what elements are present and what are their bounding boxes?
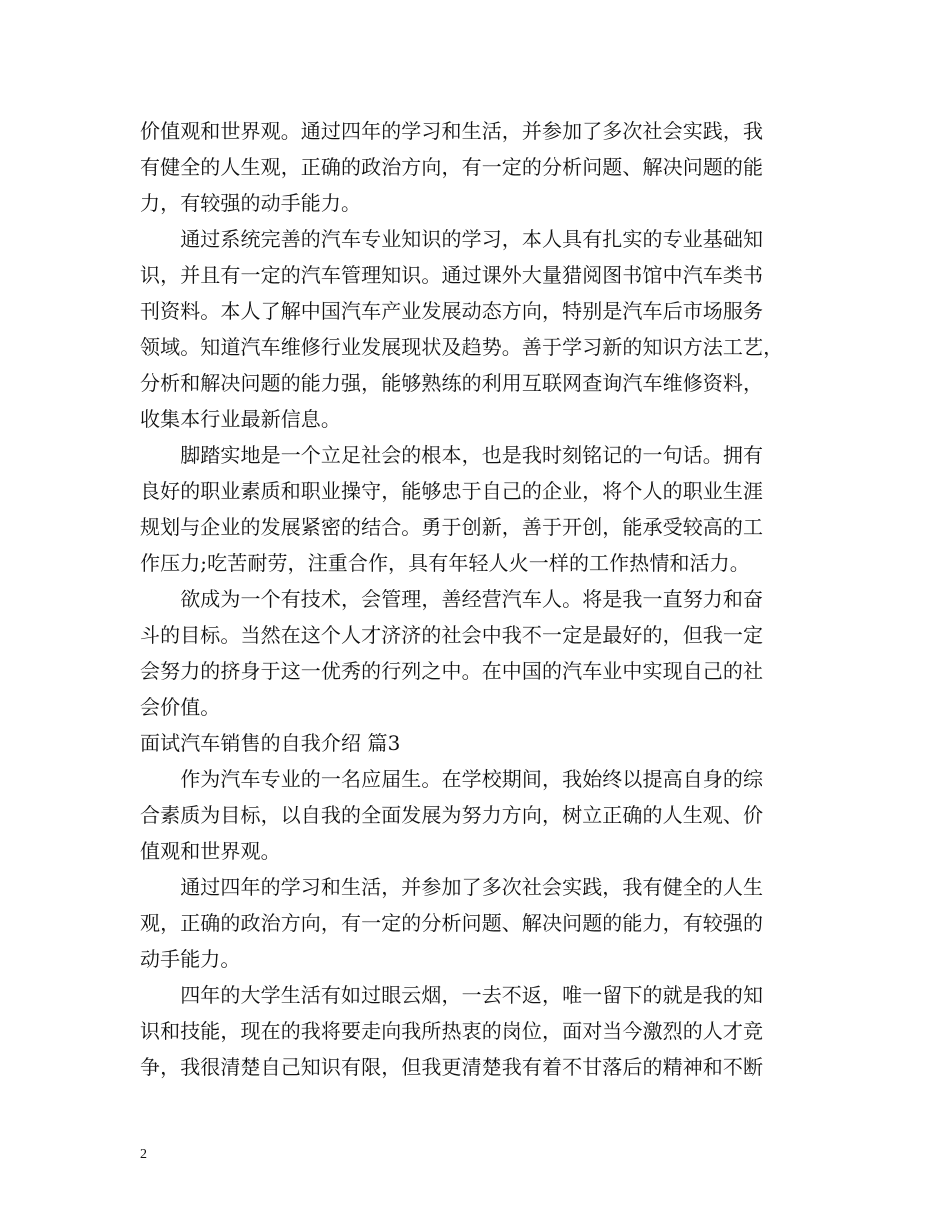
text-line: 合素质为目标，以自我的全面发展为努力方向，树立正确的人生观、价 — [140, 803, 764, 827]
text-line: 刊资料。本人了解中国汽车产业发展动态方向，特别是汽车后市场服务 — [140, 299, 764, 323]
text-line: 斗的目标。当然在这个人才济济的社会中我不一定是最好的，但我一定 — [140, 623, 764, 647]
text-line: 观，正确的政治方向，有一定的分析问题、解决问题的能力，有较强的 — [140, 911, 764, 935]
text-line: 领域。知道汽车维修行业发展现状及趋势。善于学习新的知识方法工艺， — [140, 335, 784, 359]
page-number: 2 — [140, 1147, 147, 1162]
text-line: 收集本行业最新信息。 — [140, 407, 341, 431]
text-line: 有健全的人生观，正确的政治方向，有一定的分析问题、解决问题的能 — [140, 155, 764, 179]
text-line: 分析和解决问题的能力强，能够熟练的利用互联网查询汽车维修资料， — [140, 371, 764, 395]
text-line: 识，并且有一定的汽车管理知识。通过课外大量猎阅图书馆中汽车类书 — [140, 263, 764, 287]
text-line: 作为汽车专业的一名应届生。在学校期间，我始终以提高自身的综 — [140, 767, 764, 791]
text-line: 力，有较强的动手能力。 — [140, 191, 362, 215]
text-line: 脚踏实地是一个立足社会的根本，也是我时刻铭记的一句话。拥有 — [140, 443, 764, 467]
section-heading: 面试汽车销售的自我介绍 篇3 — [140, 731, 401, 755]
text-line: 识和技能，现在的我将要走向我所热衷的岗位，面对当今激烈的人才竞 — [140, 1019, 764, 1043]
text-line: 会价值。 — [140, 695, 221, 719]
text-line: 争，我很清楚自己知识有限，但我更清楚我有着不甘落后的精神和不断 — [140, 1055, 764, 1079]
text-line: 动手能力。 — [140, 947, 241, 971]
text-line: 良好的职业素质和职业操守，能够忠于自己的企业，将个人的职业生涯 — [140, 479, 764, 503]
text-line: 值观和世界观。 — [140, 839, 281, 863]
text-line: 通过四年的学习和生活，并参加了多次社会实践，我有健全的人生 — [140, 875, 764, 899]
text-line: 四年的大学生活有如过眼云烟，一去不返，唯一留下的就是我的知 — [140, 983, 764, 1007]
text-line: 价值观和世界观。通过四年的学习和生活，并参加了多次社会实践，我 — [140, 119, 764, 143]
text-line: 通过系统完善的汽车专业知识的学习，本人具有扎实的专业基础知 — [140, 227, 764, 251]
text-line: 规划与企业的发展紧密的结合。勇于创新，善于开创，能承受较高的工 — [140, 515, 764, 539]
text-line: 作压力;吃苦耐劳，注重合作，具有年轻人火一样的工作热情和活力。 — [140, 551, 750, 575]
text-line: 欲成为一个有技术，会管理，善经营汽车人。将是我一直努力和奋 — [140, 587, 764, 611]
text-line: 会努力的挤身于这一优秀的行列之中。在中国的汽车业中实现自己的社 — [140, 659, 764, 683]
